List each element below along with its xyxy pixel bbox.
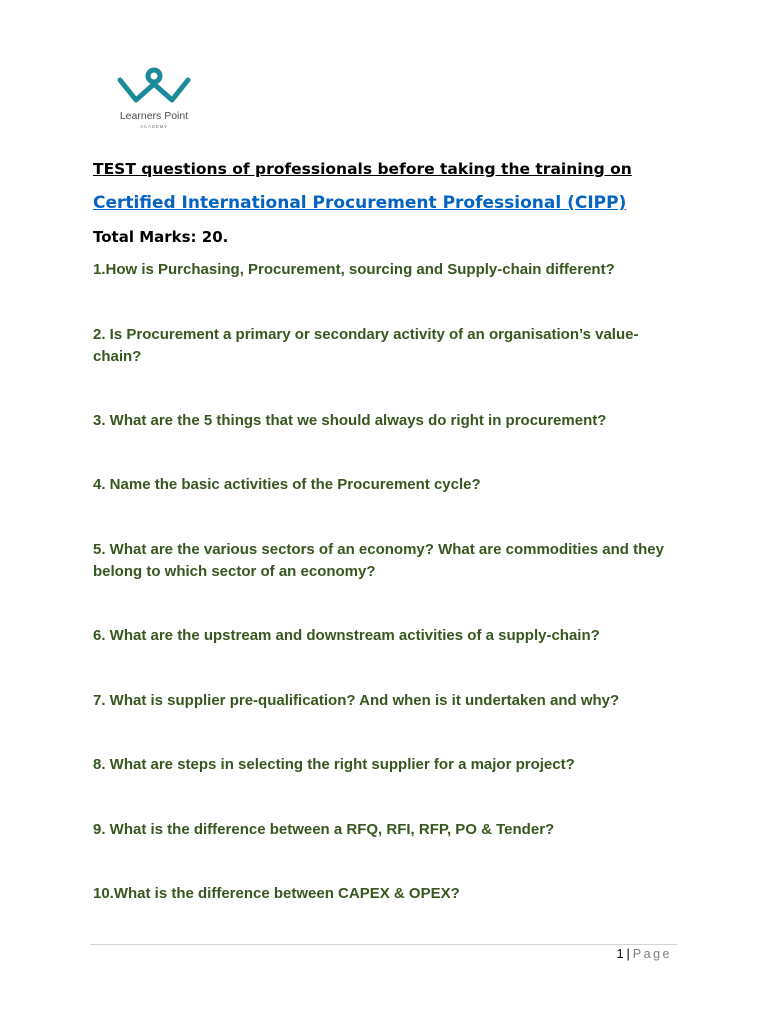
page-footer	[617, 947, 672, 961]
learners-point-logo	[104, 66, 204, 136]
question-7: 7. What is supplier pre-qualification? And when is it undertaken and why?	[93, 692, 620, 709]
page-separator: |	[626, 947, 630, 961]
footer-divider	[90, 944, 677, 945]
page-label: Page	[632, 947, 672, 961]
page-number: 1	[616, 947, 624, 961]
question-1: 1.How is Purchasing, Procurement, sourcing and Supply-chain different?	[93, 261, 615, 278]
total-marks: Total Marks: 20.	[93, 228, 229, 246]
question-6: 6. What are the upstream and downstream activities of a supply-chain?	[93, 627, 600, 644]
document-heading: TEST questions of professionals before taking the training on	[93, 160, 632, 178]
question-8: 8. What are steps in selecting the right supplier for a major project?	[93, 756, 575, 773]
course-title-link[interactable]: Certified International Procurement Professional (CIPP)	[93, 193, 627, 213]
logo-name: Learners Point	[119, 110, 189, 122]
learners-point-logo-icon	[116, 66, 192, 108]
question-4: 4. Name the basic activities of the Procurement cycle?	[93, 476, 481, 493]
question-9: 9. What is the difference between a RFQ, RFI, RFP, PO & Tender?	[93, 821, 555, 838]
logo-subtitle: ACADEMY	[140, 124, 168, 129]
question-10: 10.What is the difference between CAPEX & OPEX?	[93, 885, 460, 902]
question-5: 5. What are the various sectors of an economy? What are commodities and they belong to which sector of an economy?	[93, 541, 664, 580]
question-2: 2. Is Procurement a primary or secondary activity of an organisation’s value-chain?	[93, 326, 639, 365]
question-3: 3. What are the 5 things that we should always do right in procurement?	[93, 412, 607, 429]
